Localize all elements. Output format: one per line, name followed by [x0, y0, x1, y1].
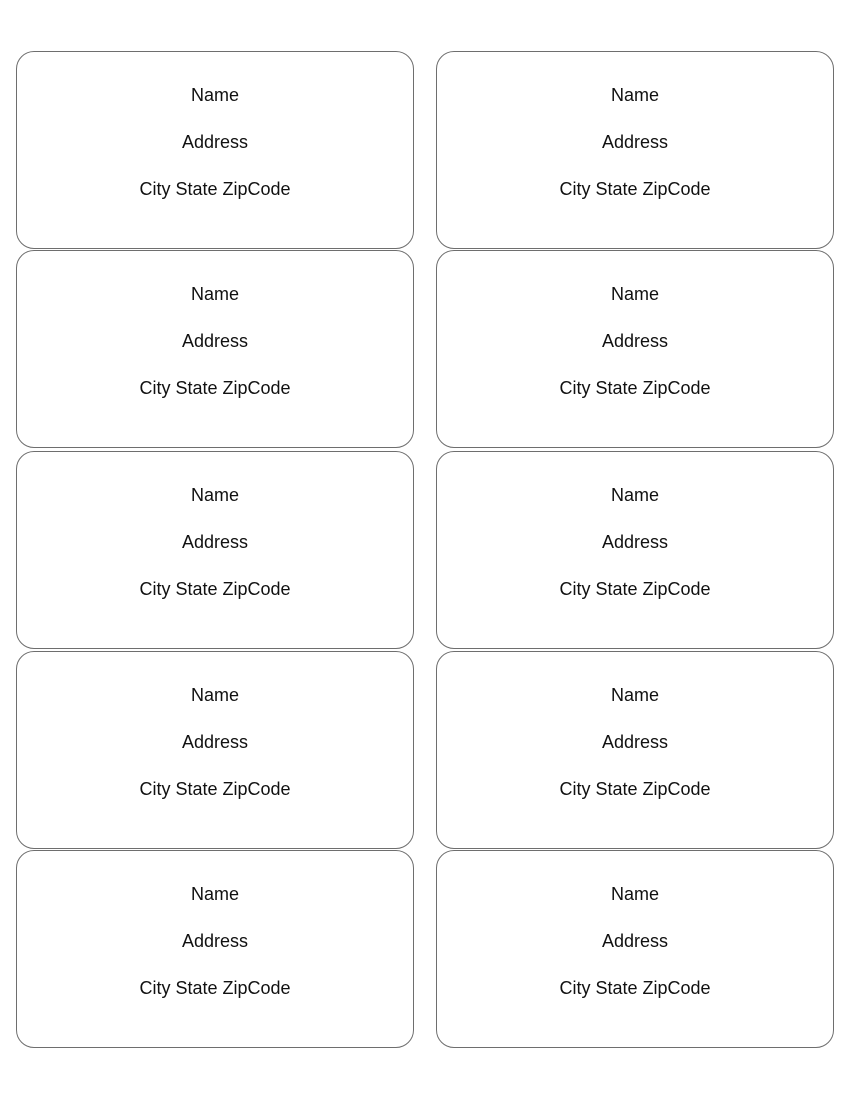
label-name: Name [190, 485, 239, 505]
address-label [16, 250, 414, 448]
label-city-state-zip: City State ZipCode [139, 378, 291, 398]
label-name: Name [190, 884, 239, 904]
label-address: Address [181, 732, 249, 752]
label-name: Name [610, 284, 659, 304]
label-name: Name [610, 685, 659, 705]
label-address: Address [181, 331, 249, 351]
label-city-state-zip: City State ZipCode [559, 978, 711, 998]
label-address: Address [601, 732, 669, 752]
label-name: Name [190, 685, 239, 705]
label-address: Address [601, 532, 669, 552]
label-address: Address [181, 931, 249, 951]
label-city-state-zip: City State ZipCode [139, 179, 291, 199]
label-address: Address [601, 331, 669, 351]
label-name: Name [190, 85, 239, 105]
label-address: Address [181, 532, 249, 552]
address-label [436, 250, 834, 448]
label-city-state-zip: City State ZipCode [559, 378, 711, 398]
label-address: Address [181, 132, 249, 152]
label-city-state-zip: City State ZipCode [139, 779, 291, 799]
label-address: Address [601, 132, 669, 152]
address-label [16, 51, 414, 249]
address-label [436, 651, 834, 849]
label-name: Name [610, 485, 659, 505]
label-city-state-zip: City State ZipCode [559, 179, 711, 199]
label-city-state-zip: City State ZipCode [139, 978, 291, 998]
label-name: Name [190, 284, 239, 304]
address-label [436, 850, 834, 1048]
label-name: Name [610, 85, 659, 105]
label-city-state-zip: City State ZipCode [139, 579, 291, 599]
label-name: Name [610, 884, 659, 904]
address-label [436, 51, 834, 249]
label-city-state-zip: City State ZipCode [559, 579, 711, 599]
address-label [16, 651, 414, 849]
label-city-state-zip: City State ZipCode [559, 779, 711, 799]
address-label [16, 451, 414, 649]
address-label [436, 451, 834, 649]
address-label [16, 850, 414, 1048]
label-address: Address [601, 931, 669, 951]
